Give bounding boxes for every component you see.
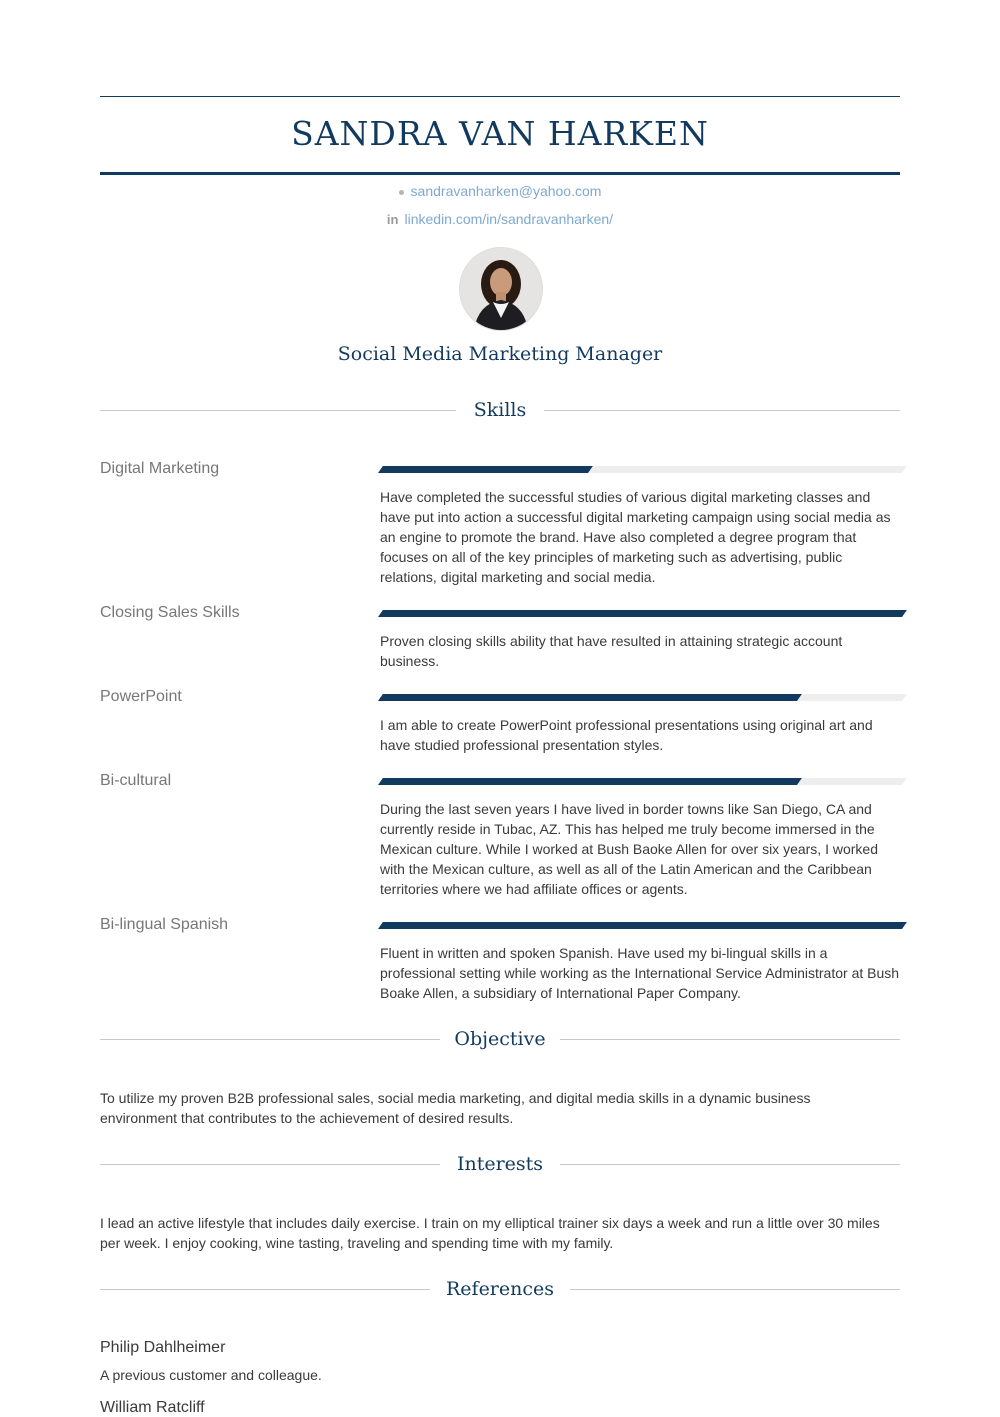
skill-description: Proven closing skills ability that have resulted in attaining strategic account business. (380, 633, 843, 669)
skill-level-bar (378, 466, 907, 473)
objective-text: To utilize my proven B2B professional sales, social media marketing, and digital media skills in a dynamic business environment that contributes to the achievement of desired results. (100, 1090, 811, 1126)
header-bottom-rule (100, 172, 900, 175)
contact-email-row (100, 182, 900, 200)
portrait-image (460, 248, 542, 330)
skill-level-fill (378, 922, 907, 929)
skill-description: Have completed the successful studies of various digital marketing classes and have put into action a successful digital marketing campaign using social media as an engine to promote the brand. Have also completed a degree program that focuses on all of the key principles of marketing such as advertising, public relations, digital marketing and social media. (380, 489, 891, 585)
skill-level-fill (378, 466, 592, 473)
linkedin-link[interactable]: linkedin.com/in/sandravanharken/ (404, 211, 614, 227)
skills-section-header (100, 395, 900, 425)
skill-name: Bi-lingual Spanish (100, 916, 229, 933)
section-title: Interests (456, 1153, 544, 1175)
skill-name: PowerPoint (100, 688, 182, 705)
objective-section-header (100, 1024, 900, 1054)
headline: Social Media Marketing Manager (337, 343, 663, 365)
references-section-header (100, 1274, 900, 1304)
skill-level-bar (378, 694, 907, 701)
skill-name: Digital Marketing (100, 460, 220, 477)
skill-level-fill (378, 610, 907, 617)
skill-description: Fluent in written and spoken Spanish. Have used my bi-lingual skills in a professional setting while working as the International Service Administrator at Bush Boake Allen, a subsidiary of International Paper Company. (380, 945, 900, 1001)
skill-level-fill (378, 778, 802, 785)
interests-text: I lead an active lifestyle that includes daily exercise. I train on my elliptical trainer six days a week and run a little over 30 miles per week. I enjoy cooking, wine tasting, traveling and spending time with my family. (100, 1215, 880, 1251)
avatar (459, 247, 543, 331)
section-title: Skills (473, 399, 527, 421)
skill-level-fill (378, 694, 802, 701)
reference-name: Philip Dahlheimer (100, 1339, 226, 1356)
linkedin-icon: in (386, 212, 399, 228)
section-title: References (445, 1278, 555, 1300)
section-title: Objective (454, 1028, 546, 1050)
skill-description: I am able to create PowerPoint professional presentations using original art and have studied professional presentation styles. (380, 717, 873, 753)
email-link[interactable]: sandravanharken@yahoo.com (410, 183, 602, 199)
header-top-rule (100, 96, 900, 97)
candidate-name: SANDRA VAN HARKEN (291, 114, 709, 153)
skill-name: Bi-cultural (100, 772, 172, 789)
skill-level-bar (378, 778, 907, 785)
dot-icon (399, 190, 404, 195)
skill-name: Closing Sales Skills (100, 604, 240, 621)
reference-description: A previous customer and colleague. (100, 1367, 322, 1383)
skill-level-bar (378, 610, 907, 617)
contact-linkedin-row (100, 210, 900, 229)
skill-level-bar (378, 922, 907, 929)
interests-section-header (100, 1149, 900, 1179)
reference-name: William Ratcliff (100, 1399, 205, 1416)
skill-description: During the last seven years I have lived in border towns like San Diego, CA and currently reside in Tubac, AZ. This has helped me truly become immersed in the Mexican culture. While I worked at Bush Baoke Allen for over six years, I worked with the Mexican culture, as well as all of the Latin American and the Caribbean territories where we had affiliate offices or agents. (380, 801, 878, 897)
